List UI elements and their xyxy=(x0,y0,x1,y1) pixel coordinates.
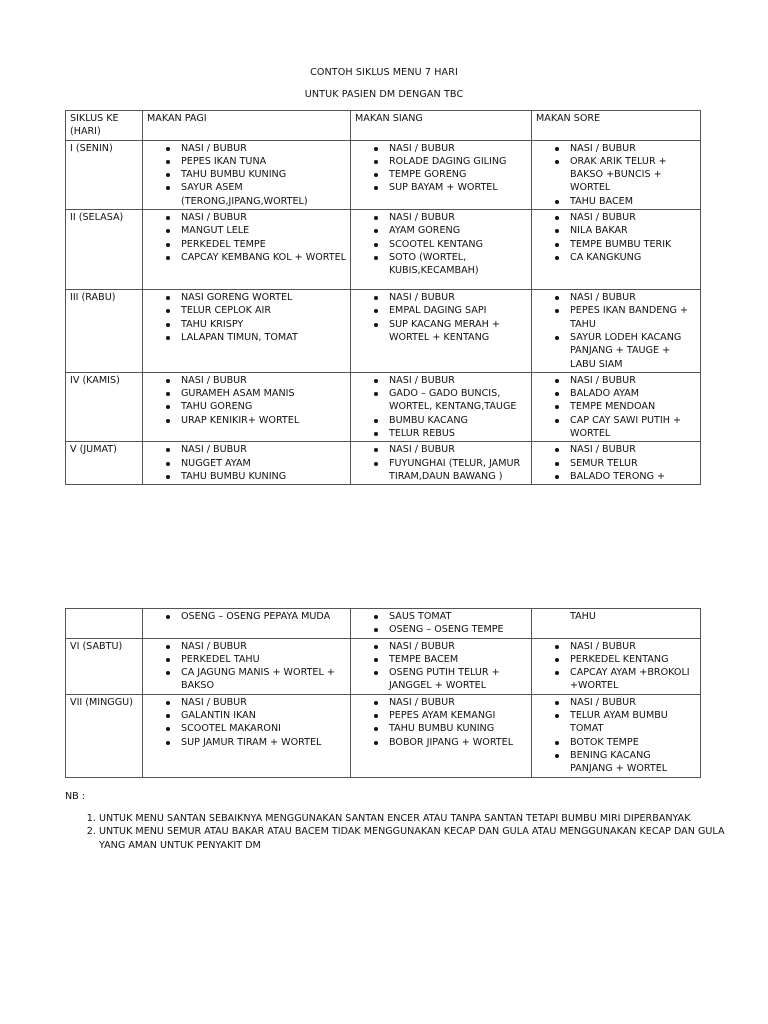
menu-item: BOTOK TEMPE xyxy=(570,736,696,749)
table-header-row xyxy=(66,111,701,141)
notes-list xyxy=(65,812,739,852)
menu-item: NASI / BUBUR xyxy=(570,640,696,653)
menu-item: NASI / BUBUR xyxy=(389,291,527,304)
meal-cell-pagi xyxy=(143,638,351,694)
meal-cell-siang xyxy=(351,442,532,485)
meal-cell-sore xyxy=(532,372,701,441)
menu-item: SAUS TOMAT xyxy=(389,610,527,623)
menu-item: NASI / BUBUR xyxy=(181,443,346,456)
menu-item: SAYUR LODEH KACANG PANJANG + TAUGE + LABU SIAM xyxy=(570,331,696,371)
menu-item: SCOOTEL MAKARONI xyxy=(181,722,346,735)
note-item: 1. UNTUK MENU SANTAN SEBAIKNYA MENGGUNAKAN SANTAN ENCER ATAU TANPA SANTAN TETAPI BUMBU MIRI DIPERBANYAK xyxy=(99,812,739,825)
meal-cell-siang xyxy=(351,290,532,373)
menu-item: CA JAGUNG MANIS + WORTEL + BAKSO xyxy=(181,666,346,693)
day-cell: V (JUMAT) xyxy=(66,442,143,485)
menu-item: NASI / BUBUR xyxy=(570,443,696,456)
meal-cell-pagi xyxy=(143,372,351,441)
menu-item: NASI / BUBUR xyxy=(181,211,346,224)
meal-cell-sore xyxy=(532,638,701,694)
menu-item: BALADO AYAM xyxy=(570,387,696,400)
menu-item: SUP KACANG MERAH + WORTEL + KENTANG xyxy=(389,318,527,345)
meal-cell-siang xyxy=(351,372,532,441)
day-cell: VII (MINGGU) xyxy=(66,694,143,777)
menu-item: NASI / BUBUR xyxy=(389,211,527,224)
menu-item: PERKEDEL KENTANG xyxy=(570,653,696,666)
menu-item: NASI / BUBUR xyxy=(389,443,527,456)
menu-item: TEMPE MENDOAN xyxy=(570,400,696,413)
menu-item: PEPES AYAM KEMANGI xyxy=(389,709,527,722)
day-cell: VI (SABTU) xyxy=(66,638,143,694)
menu-item: NUGGET AYAM xyxy=(181,457,346,470)
header-makan-siang: MAKAN SIANG xyxy=(351,111,532,141)
menu-item: GALANTIN IKAN xyxy=(181,709,346,722)
meal-cell-sore xyxy=(532,694,701,777)
meal-cell-siang xyxy=(351,210,532,290)
meal-cell-pagi xyxy=(143,290,351,373)
menu-item: NASI / BUBUR xyxy=(570,142,696,155)
menu-item: TELUR CEPLOK AIR xyxy=(181,304,346,317)
menu-item: ORAK ARIK TELUR + BAKSO +BUNCIS + WORTEL xyxy=(570,155,696,195)
menu-item: NASI / BUBUR xyxy=(181,374,346,387)
table-row xyxy=(66,290,701,373)
menu-item: NASI / BUBUR xyxy=(570,211,696,224)
meal-cell-pagi xyxy=(143,140,351,209)
menu-item: GURAMEH ASAM MANIS xyxy=(181,387,346,400)
header-makan-pagi: MAKAN PAGI xyxy=(143,111,351,141)
menu-item: NILA BAKAR xyxy=(570,224,696,237)
menu-item: NASI / BUBUR xyxy=(389,640,527,653)
menu-item: TEMPE BACEM xyxy=(389,653,527,666)
menu-item: TAHU BUMBU KUNING xyxy=(389,722,527,735)
menu-item: OSENG – OSENG TEMPE xyxy=(389,623,527,636)
menu-item: CAP CAY SAWI PUTIH + WORTEL xyxy=(570,414,696,441)
menu-item: NASI GORENG WORTEL xyxy=(181,291,346,304)
meal-cell-sore xyxy=(532,140,701,209)
menu-item: FUYUNGHAI (TELUR, JAMUR TIRAM,DAUN BAWANG ) xyxy=(389,457,527,484)
menu-item: TAHU BUMBU KUNING xyxy=(181,168,346,181)
meal-cell-siang xyxy=(351,638,532,694)
meal-cell-pagi xyxy=(143,210,351,290)
meal-cell-pagi xyxy=(143,609,351,639)
meal-cell-sore xyxy=(532,290,701,373)
menu-item: SAYUR ASEM (TERONG,JIPANG,WORTEL) xyxy=(181,181,346,208)
document-title: CONTOH SIKLUS MENU 7 HARI xyxy=(310,67,458,78)
nb-label: NB : xyxy=(65,791,86,802)
meal-cell-siang xyxy=(351,609,532,639)
meal-cell-siang xyxy=(351,140,532,209)
table-row xyxy=(66,638,701,694)
menu-item: NASI / BUBUR xyxy=(570,291,696,304)
table-row-continued xyxy=(66,609,701,639)
table-row xyxy=(66,442,701,485)
menu-item: OSENG – OSENG PEPAYA MUDA xyxy=(181,610,346,623)
table-row xyxy=(66,694,701,777)
menu-item: NASI / BUBUR xyxy=(181,696,346,709)
menu-item: PERKEDEL TAHU xyxy=(181,653,346,666)
menu-item: TEMPE BUMBU TERIK xyxy=(570,238,696,251)
meal-cell-sore xyxy=(532,210,701,290)
meal-cell-sore xyxy=(532,442,701,485)
menu-item: CA KANGKUNG xyxy=(570,251,696,264)
meal-cell-siang xyxy=(351,694,532,777)
table-row xyxy=(66,140,701,209)
menu-item: TEMPE GORENG xyxy=(389,168,527,181)
meal-cell-pagi xyxy=(143,694,351,777)
menu-item: LALAPAN TIMUN, TOMAT xyxy=(181,331,346,344)
menu-item: BENING KACANG PANJANG + WORTEL xyxy=(570,749,696,776)
menu-item: NASI / BUBUR xyxy=(570,696,696,709)
document-subtitle: UNTUK PASIEN DM DENGAN TBC xyxy=(304,89,464,100)
menu-item: TELUR AYAM BUMBU TOMAT xyxy=(570,709,696,736)
note-item: 2. UNTUK MENU SEMUR ATAU BAKAR ATAU BACEM TIDAK MENGGUNAKAN KECAP DAN GULA ATAU MENGGUNAKAN KECAP DAN GULA YANG AMAN UNTUK PENYAKIT DM xyxy=(99,825,739,852)
header-makan-sore: MAKAN SORE xyxy=(532,111,701,141)
menu-item: TAHU BACEM xyxy=(570,195,696,208)
day-cell: I (SENIN) xyxy=(66,140,143,209)
meal-cell-pagi xyxy=(143,442,351,485)
menu-table-page1 xyxy=(65,110,701,485)
menu-item: EMPAL DAGING SAPI xyxy=(389,304,527,317)
menu-item: NASI / BUBUR xyxy=(570,374,696,387)
table-row xyxy=(66,372,701,441)
table-row xyxy=(66,210,701,290)
menu-item: OSENG PUTIH TELUR + JANGGEL + WORTEL xyxy=(389,666,527,693)
menu-item: CAPCAY AYAM +BROKOLI +WORTEL xyxy=(570,666,696,693)
menu-item: NASI / BUBUR xyxy=(389,696,527,709)
menu-item: NASI / BUBUR xyxy=(389,374,527,387)
menu-item: SCOOTEL KENTANG xyxy=(389,238,527,251)
menu-item: SOTO (WORTEL, KUBIS,KECAMBAH) xyxy=(389,251,527,278)
menu-item: PEPES IKAN BANDENG + TAHU xyxy=(570,304,696,331)
menu-item: GADO – GADO BUNCIS, WORTEL, KENTANG,TAUGE xyxy=(389,387,527,414)
menu-item: BOBOR JIPANG + WORTEL xyxy=(389,736,527,749)
header-siklus: SIKLUS KE (HARI) xyxy=(66,111,143,141)
menu-item: SUP BAYAM + WORTEL xyxy=(389,181,527,194)
day-cell xyxy=(66,609,143,639)
menu-item: MANGUT LELE xyxy=(181,224,346,237)
menu-item: URAP KENIKIR+ WORTEL xyxy=(181,414,346,427)
menu-item: BUMBU KACANG xyxy=(389,414,527,427)
menu-item: PEPES IKAN TUNA xyxy=(181,155,346,168)
menu-item: TELUR REBUS xyxy=(389,427,527,440)
menu-item: CAPCAY KEMBANG KOL + WORTEL xyxy=(181,251,346,263)
menu-item: BALADO TERONG + xyxy=(570,470,696,483)
menu-table-page2 xyxy=(65,608,701,778)
menu-item: TAHU GORENG xyxy=(181,400,346,413)
menu-item: NASI / BUBUR xyxy=(389,142,527,155)
meal-cell-sore xyxy=(532,609,701,639)
menu-item: NASI / BUBUR xyxy=(181,640,346,653)
menu-item: SEMUR TELUR xyxy=(570,457,696,470)
menu-item: ROLADE DAGING GILING xyxy=(389,155,527,168)
day-cell: II (SELASA) xyxy=(66,210,143,290)
menu-item: AYAM GORENG xyxy=(389,224,527,237)
menu-item: PERKEDEL TEMPE xyxy=(181,238,346,251)
menu-item: TAHU KRISPY xyxy=(181,318,346,331)
menu-item: TAHU BUMBU KUNING xyxy=(181,470,346,483)
menu-item: NASI / BUBUR xyxy=(181,142,346,155)
continued-text: TAHU xyxy=(570,611,596,622)
day-cell: III (RABU) xyxy=(66,290,143,373)
menu-item: SUP JAMUR TIRAM + WORTEL xyxy=(181,736,346,749)
day-cell: IV (KAMIS) xyxy=(66,372,143,441)
